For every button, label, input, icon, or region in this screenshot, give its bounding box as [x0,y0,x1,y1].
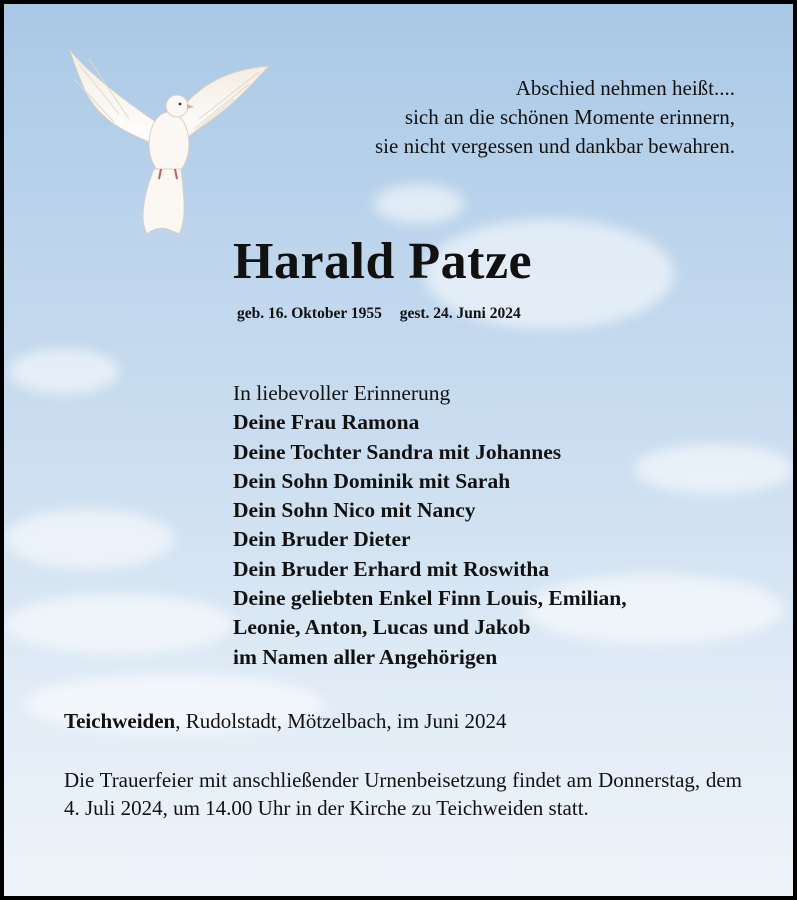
mourner-line: Dein Bruder Erhard mit Roswitha [233,556,550,581]
cloud-decoration [4,509,174,569]
mourner-line: Deine Frau Ramona [233,410,420,435]
cloud-decoration [4,594,234,654]
place-town: Teichweiden [64,709,176,733]
quote-line: Abschied nehmen heißt.... [515,76,735,100]
mourner-line: Dein Bruder Dieter [233,527,411,552]
cloud-decoration [9,349,119,394]
dove-icon [59,44,279,244]
mourner-line: Deine Tochter Sandra mit Johannes [233,439,562,464]
place-rest: , Rudolstadt, Mötzelbach, im Juni 2024 [175,709,507,733]
mourners-block [233,379,627,672]
place-and-date [64,709,507,734]
birth-date: geb. 16. Oktober 1955 [237,305,382,322]
mourner-line: Dein Sohn Dominik mit Sarah [233,468,511,493]
mourner-line: Dein Sohn Nico mit Nancy [233,498,476,523]
cloud-decoration [634,444,794,494]
death-date: gest. 24. Juni 2024 [399,305,521,322]
quote-line: sich an die schönen Momente erinnern, [404,105,735,129]
life-dates [237,305,521,323]
mourner-line: Deine geliebten Enkel Finn Louis, Emilian, [233,586,627,611]
quote-block [375,74,735,161]
deceased-name: Harald Patze [233,233,533,290]
mourner-line: Leonie, Anton, Lucas und Jakob [233,615,531,640]
mourner-line: im Namen aller Angehörigen [233,644,498,669]
funeral-notice: Die Trauerfeier mit anschließender Urnenbeisetzung findet am Donnerstag, dem 4. Juli 2024, um 14.00 Uhr in der Kirche zu Teichweiden statt. [64,768,742,820]
cloud-decoration [374,184,464,224]
mourners-intro: In liebevoller Erinnerung [233,381,451,405]
quote-line: sie nicht vergessen und dankbar bewahren. [375,134,735,158]
